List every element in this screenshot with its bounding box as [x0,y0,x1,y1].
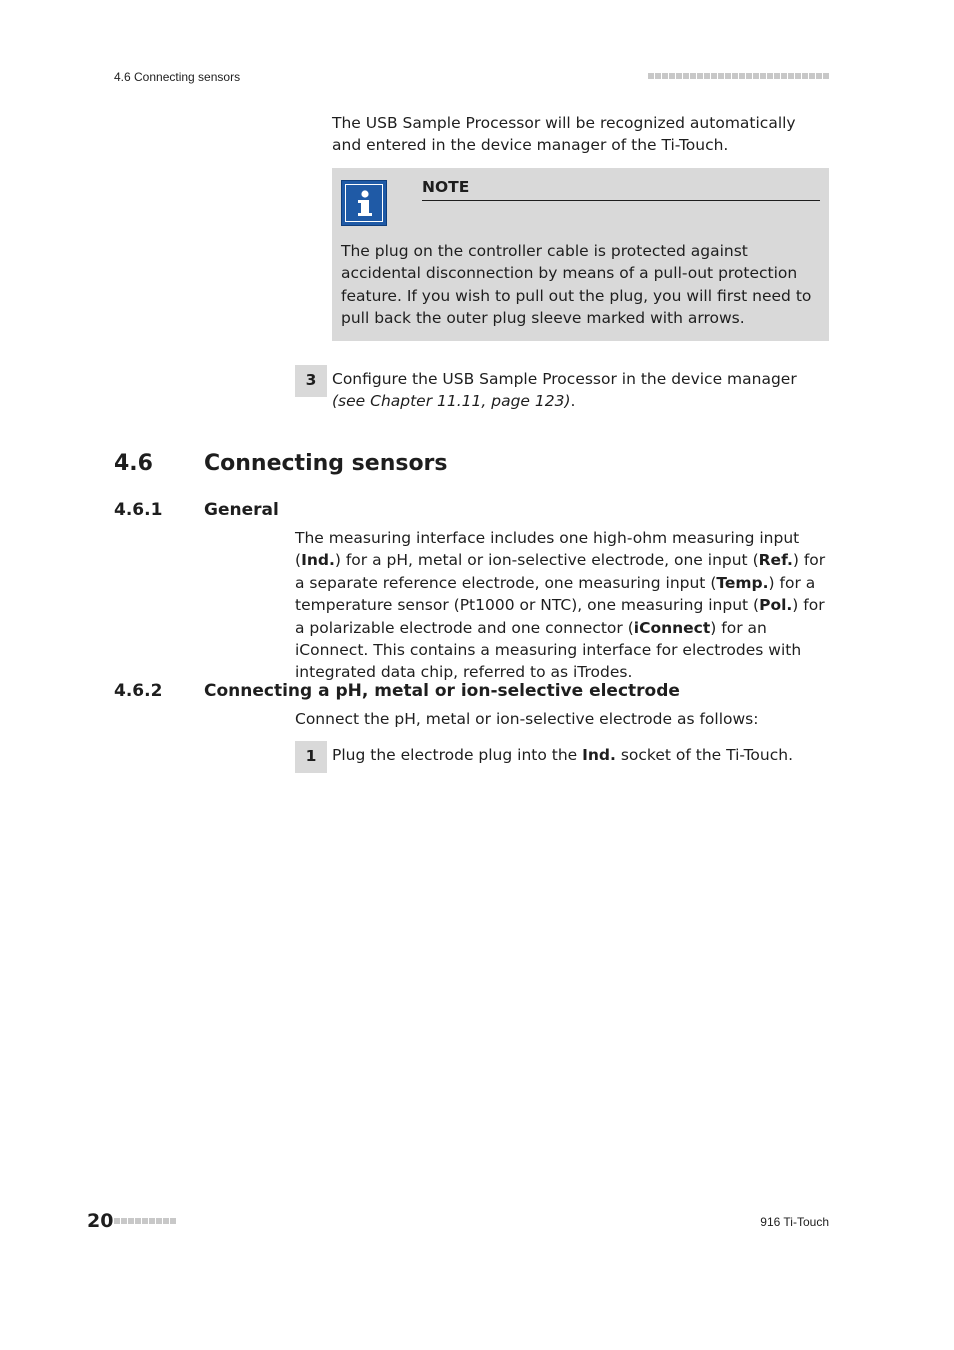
product-name: 916 Ti-Touch [760,1215,829,1229]
procedure-intro: Connect the pH, metal or ion-selective electrode as follows: [295,710,759,728]
section-title: Connecting sensors [204,451,448,476]
step-text: Configure the USB Sample Processor in the device manager (see Chapter 11.11, page 123). [332,370,797,411]
general-paragraph: The measuring interface includes one high-ohm measuring input (Ind.) for a pH, metal or ion-selective electrode, one input (Ref.) for a separate reference electrode, one measuring input (Temp.) for a temperature sensor (Pt1000 or NTC), one measuring input (Pol.) for a polarizable electrode and one connector (iConnect) for an iConnect. This contains a measuring interface for electrodes with integrated data chip, referred to as iTrodes. [295,529,826,682]
step-text: Plug the electrode plug into the Ind. socket of the Ti-Touch. [332,746,794,764]
note-divider [422,200,820,201]
step-number: 3 [295,365,327,397]
footer-decoration [114,1218,176,1224]
intro-paragraph: The USB Sample Processor will be recognized automatically and entered in the device manager of the Ti-Touch. [332,114,796,155]
step-number: 1 [295,741,327,773]
subsection-title: General [204,500,279,520]
header-decoration [648,73,829,79]
subsection-number: 4.6.1 [114,500,163,520]
section-number: 4.6 [114,451,153,476]
page-number: 20 [87,1210,114,1232]
note-title: NOTE [422,178,470,196]
running-header: 4.6 Connecting sensors [114,70,241,84]
cross-reference-link[interactable]: (see Chapter 11.11, page 123) [332,392,571,411]
note-text: The plug on the controller cable is protected against accidental disconnection by means of a pull-out protection feature. If you wish to pull out the plug, you will first need to pull back the outer plug sleeve marked with arrows. [341,242,812,328]
info-icon [341,180,387,226]
subsection-number: 4.6.2 [114,681,163,701]
subsection-title: Connecting a pH, metal or ion-selective electrode [204,681,680,701]
